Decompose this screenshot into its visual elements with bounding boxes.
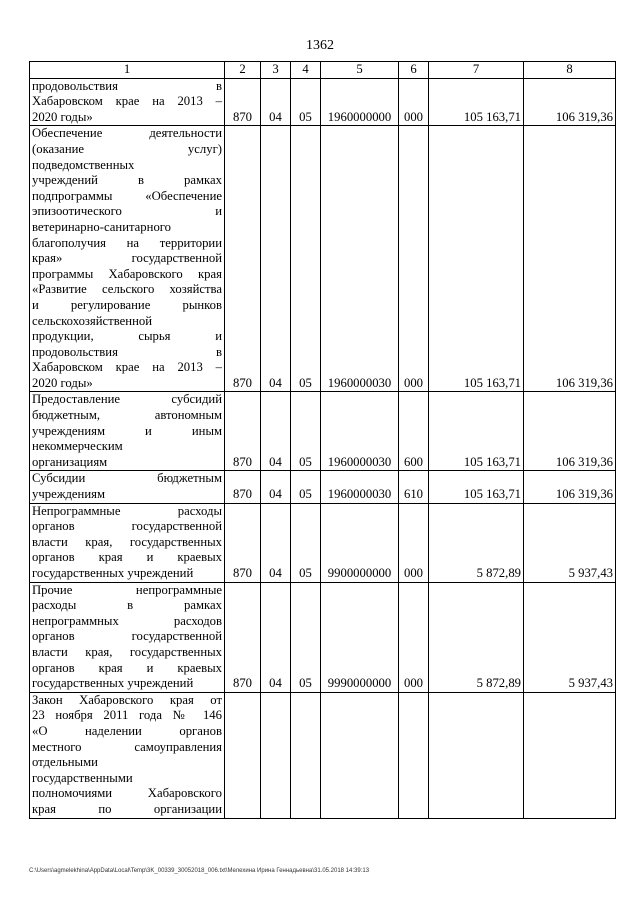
header-row [30,62,616,79]
column-header: 2 [225,62,261,79]
file-path-footer: C:\Users\agmelekhina\AppData\Local\Temp\3K_00339_30052018_006.txt\Мелехина Ирина Геннадьевна\31.05.2018 14:39:13 [29,868,370,874]
expense-type-cell [399,692,429,818]
description-line: органов государственной [32,519,222,534]
subsection-cell: 05 [291,471,321,503]
expense-type-cell: 000 [399,582,429,692]
description-line: (оказание услуг) [32,141,222,156]
description-line: Хабаровском крае на 2013 – [32,94,222,109]
target-article-cell: 1960000030 [321,126,399,392]
expense-type-cell: 000 [399,78,429,126]
column-header: 4 [291,62,321,79]
table-row [30,582,616,692]
amount-2019-cell: 5 872,89 [429,503,524,582]
column-header: 5 [321,62,399,79]
amount-2020-cell: 5 937,43 [524,582,616,692]
description-cell [30,503,225,582]
description-line: отдельными [32,755,98,770]
table-row [30,692,616,818]
description-line: Непрограммные расходы [32,503,222,518]
description-line: учреждениям [32,487,105,502]
description-line: Предоставление субсидий [32,392,222,407]
description-line: органов края и краевых [32,660,222,675]
chapter-cell [225,692,261,818]
subsection-cell [291,692,321,818]
chapter-cell: 870 [225,503,261,582]
description-line: организациям [32,454,108,469]
description-line: органов края и краевых [32,550,222,565]
section-cell: 04 [261,392,291,471]
description-line: подведомственных [32,157,135,172]
description-line: Субсидии бюджетным [32,471,222,486]
description-line: полномочиями Хабаровского [32,786,222,801]
description-line: края по организации [32,801,222,816]
amount-2020-cell: 5 937,43 [524,503,616,582]
target-article-cell: 1960000030 [321,471,399,503]
subsection-cell: 05 [291,582,321,692]
chapter-cell: 870 [225,78,261,126]
table-row [30,471,616,503]
expense-type-cell: 000 [399,503,429,582]
description-line: 2020 годы» [32,375,93,390]
page-number: 1362 [306,38,334,53]
description-line: подпрограммы «Обеспечение [32,188,222,203]
section-cell: 04 [261,78,291,126]
description-cell [30,582,225,692]
description-line: бюджетным, автономным [32,408,222,423]
section-cell: 04 [261,471,291,503]
expense-type-cell: 610 [399,471,429,503]
description-cell [30,692,225,818]
expense-type-cell: 600 [399,392,429,471]
table-row [30,503,616,582]
amount-2019-cell [429,692,524,818]
amount-2020-cell [524,692,616,818]
section-cell: 04 [261,126,291,392]
description-line: некоммерческим [32,439,123,454]
description-cell [30,392,225,471]
description-line: Обеспечение деятельности [32,126,222,141]
chapter-cell: 870 [225,582,261,692]
description-line: учреждениям и иным [32,423,222,438]
target-article-cell: 9990000000 [321,582,399,692]
chapter-cell: 870 [225,126,261,392]
amount-2020-cell: 106 319,36 [524,78,616,126]
expense-type-cell: 000 [399,126,429,392]
target-article-cell: 1960000000 [321,78,399,126]
column-header: 7 [429,62,524,79]
description-line: расходы в рамках [32,598,222,613]
chapter-cell: 870 [225,471,261,503]
description-line: власти края, государственных [32,534,222,549]
table-row [30,78,616,126]
description-line: ветеринарно-санитарного [32,219,172,234]
section-cell [261,692,291,818]
amount-2019-cell: 105 163,71 [429,392,524,471]
amount-2020-cell: 106 319,36 [524,471,616,503]
description-line: эпизоотического и [32,204,222,219]
description-line: продовольствия в [32,344,222,359]
column-header: 8 [524,62,616,79]
chapter-cell: 870 [225,392,261,471]
description-line: государственных учреждений [32,676,194,691]
section-cell: 04 [261,503,291,582]
amount-2019-cell: 105 163,71 [429,78,524,126]
description-line: государственными [32,770,133,785]
description-line: сельскохозяйственной [32,313,152,328]
subsection-cell: 05 [291,503,321,582]
description-line: местного самоуправления [32,739,222,754]
description-line: органов государственной [32,629,222,644]
description-line: края» государственной [32,251,222,266]
description-line: продовольствия в [32,78,222,93]
description-cell [30,471,225,503]
amount-2019-cell: 5 872,89 [429,582,524,692]
budget-table [29,61,616,819]
column-header: 1 [30,62,225,79]
description-line: «Развитие сельского хозяйства [32,282,222,297]
description-line: непрограммных расходов [32,613,222,628]
subsection-cell: 05 [291,78,321,126]
target-article-cell: 1960000030 [321,392,399,471]
description-line: 23 ноября 2011 года № 146 [32,708,222,723]
description-line: учреждений в рамках [32,173,222,188]
amount-2020-cell: 106 319,36 [524,126,616,392]
description-line: 2020 годы» [32,109,93,124]
column-header: 6 [399,62,429,79]
target-article-cell: 9900000000 [321,503,399,582]
description-line: «О наделении органов [32,723,222,738]
description-line: программы Хабаровского края [32,266,222,281]
amount-2019-cell: 105 163,71 [429,126,524,392]
description-line: Закон Хабаровского края от [32,692,222,707]
description-line: Прочие непрограммные [32,582,222,597]
description-cell [30,78,225,126]
subsection-cell: 05 [291,392,321,471]
subsection-cell: 05 [291,126,321,392]
amount-2019-cell: 105 163,71 [429,471,524,503]
description-line: Хабаровском крае на 2013 – [32,360,222,375]
target-article-cell [321,692,399,818]
description-line: власти края, государственных [32,644,222,659]
description-cell [30,126,225,392]
table-row [30,126,616,392]
section-cell: 04 [261,582,291,692]
table-row [30,392,616,471]
description-line: благополучия на территории [32,235,222,250]
description-line: государственных учреждений [32,566,194,580]
column-header: 3 [261,62,291,79]
description-line: продукции, сырья и [32,329,222,344]
description-line: и регулирование рынков [32,297,222,312]
amount-2020-cell: 106 319,36 [524,392,616,471]
